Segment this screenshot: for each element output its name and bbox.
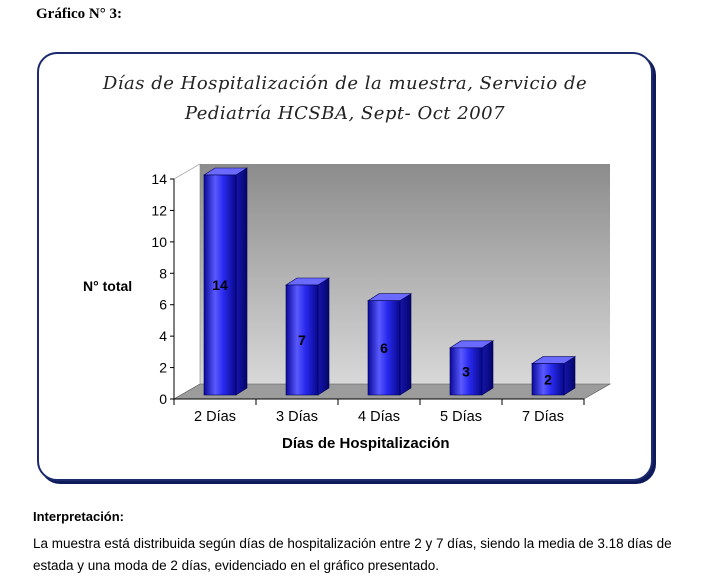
y-tick-label: 8: [159, 265, 167, 282]
x-tick-label: 3 Días: [276, 409, 318, 425]
x-tick-label: 4 Días: [358, 409, 400, 425]
chart-frame: [37, 52, 653, 481]
data-label: 14: [212, 277, 228, 293]
bar-side: [400, 294, 411, 395]
y-axis-label: N° total: [83, 278, 133, 294]
chart-title-line-1: Días de Hospitalización de la muestra, Servicio de: [102, 73, 588, 94]
y-tick-label: 0: [159, 391, 167, 407]
x-tick-label: 2 Días: [194, 409, 236, 425]
data-label: 2: [544, 371, 552, 388]
x-axis-label: Días de Hospitalización: [282, 435, 450, 452]
interpretation-text: La muestra está distribuida según días de hospitalización entre 2 y 7 días, siendo la media de 3.18 días de estada y una moda de 2 días, evidenciado en el gráfico presentado.: [33, 536, 672, 573]
bar-side: [236, 168, 247, 395]
bar-chart-plot: [39, 54, 651, 479]
bar-side: [482, 341, 493, 395]
interpretation-title: Interpretación:: [33, 509, 125, 524]
chart-title-line-2: Pediatría HCSBA, Sept- Oct 2007: [184, 103, 506, 124]
y-tick-label: 12: [151, 202, 167, 219]
figure-label: Gráfico N° 3:: [36, 6, 122, 22]
y-tick-label: 4: [159, 328, 167, 345]
y-tick-label: 6: [159, 296, 167, 313]
chart-side-wall: [174, 164, 200, 399]
y-tick-label: 2: [159, 359, 167, 376]
y-tick-label: 10: [151, 233, 167, 250]
x-tick-label: 7 Días: [522, 409, 564, 425]
x-tick-label: 5 Días: [440, 409, 482, 425]
bar-side: [318, 278, 329, 395]
data-label: 7: [298, 332, 306, 348]
y-tick-label: 14: [151, 171, 167, 187]
data-label: 3: [462, 363, 470, 380]
data-label: 6: [380, 339, 388, 356]
